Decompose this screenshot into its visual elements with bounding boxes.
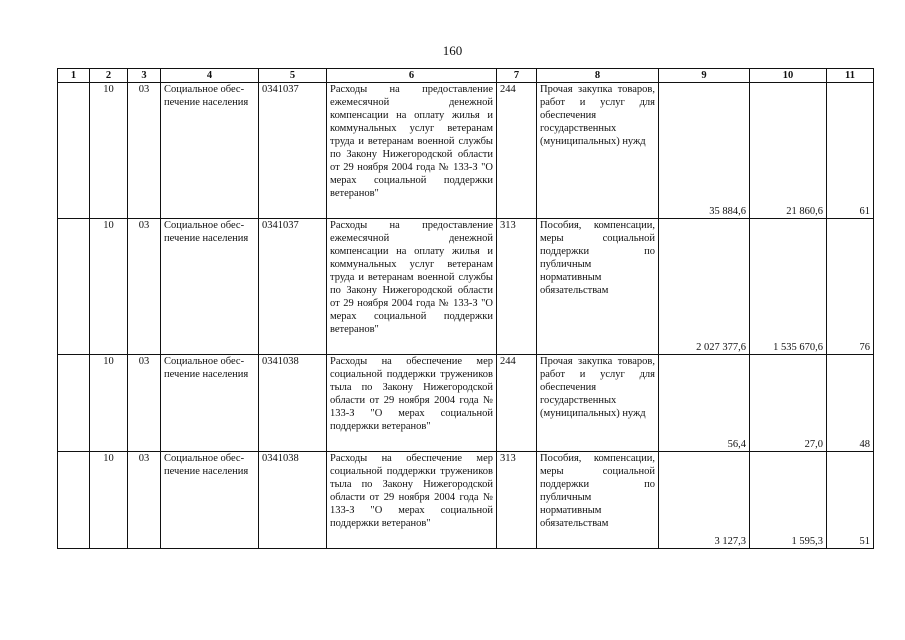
cell-target-code: 0341038 <box>259 355 327 452</box>
cell-col1 <box>58 219 90 355</box>
cell-expense-name: Расходы на предоставление ежемесячной денежной компенсации на оплату жилья и коммунальных услуг ветеранам труда и ветеранам военной службы по Закону Нижегородской области от 29 ноября 2004 года № 133-З "О мерах социальной поддержки ветеранов" <box>327 83 497 219</box>
page-number: 160 <box>442 43 463 58</box>
cell-subsection: 03 <box>128 355 161 452</box>
column-header: 6 <box>327 69 497 83</box>
column-header: 2 <box>90 69 128 83</box>
cell-plan: 56,4 <box>659 355 750 452</box>
cell-col1 <box>58 452 90 549</box>
column-header: 11 <box>827 69 874 83</box>
cell-expense-type-name: Прочая закупка товаров, работ и услуг для обеспечения государственных (муниципальных) нужд <box>537 355 659 452</box>
budget-table <box>57 68 874 549</box>
column-header: 7 <box>497 69 537 83</box>
cell-section: 10 <box>90 83 128 219</box>
column-header: 3 <box>128 69 161 83</box>
cell-expense-type: 313 <box>497 219 537 355</box>
header-row <box>58 69 874 83</box>
cell-section-name: Социальное обес-печение населения <box>161 219 259 355</box>
cell-target-code: 0341037 <box>259 219 327 355</box>
cell-plan: 2 027 377,6 <box>659 219 750 355</box>
cell-expense-type: 244 <box>497 83 537 219</box>
cell-actual: 1 595,3 <box>750 452 827 549</box>
cell-expense-type-name: Пособия, компенсации, меры социальной поддержки по публичным нормативным обязательствам <box>537 452 659 549</box>
column-header: 1 <box>58 69 90 83</box>
cell-target-code: 0341037 <box>259 83 327 219</box>
cell-actual: 1 535 670,6 <box>750 219 827 355</box>
column-header: 8 <box>537 69 659 83</box>
cell-actual: 21 860,6 <box>750 83 827 219</box>
cell-subsection: 03 <box>128 83 161 219</box>
cell-col1 <box>58 83 90 219</box>
cell-plan: 35 884,6 <box>659 83 750 219</box>
cell-actual: 27,0 <box>750 355 827 452</box>
table-row <box>58 355 874 452</box>
column-header: 5 <box>259 69 327 83</box>
cell-expense-type: 313 <box>497 452 537 549</box>
cell-expense-type-name: Прочая закупка товаров, работ и услуг для обеспечения государственных (муниципальных) нужд <box>537 83 659 219</box>
table-row <box>58 219 874 355</box>
cell-percent: 51 <box>827 452 874 549</box>
cell-target-code: 0341038 <box>259 452 327 549</box>
column-header: 4 <box>161 69 259 83</box>
cell-expense-name: Расходы на предоставление ежемесячной денежной компенсации на оплату жилья и коммунальных услуг ветеранам труда и ветеранам военной службы по Закону Нижегородской области от 29 ноября 2004 года № 133-З "О мерах социальной поддержки ветеранов" <box>327 219 497 355</box>
cell-section: 10 <box>90 452 128 549</box>
cell-section: 10 <box>90 219 128 355</box>
cell-section-name: Социальное обес-печение населения <box>161 83 259 219</box>
cell-subsection: 03 <box>128 219 161 355</box>
cell-expense-name: Расходы на обеспечение мер социальной поддержки тружеников тыла по Закону Нижегородской области от 29 ноября 2004 года № 133-З "О мерах социальной поддержки ветеранов" <box>327 452 497 549</box>
cell-expense-type: 244 <box>497 355 537 452</box>
cell-percent: 61 <box>827 83 874 219</box>
cell-section-name: Социальное обес-печение населения <box>161 452 259 549</box>
cell-section: 10 <box>90 355 128 452</box>
column-header: 9 <box>659 69 750 83</box>
cell-section-name: Социальное обес-печение населения <box>161 355 259 452</box>
cell-subsection: 03 <box>128 452 161 549</box>
table-row <box>58 83 874 219</box>
column-header: 10 <box>750 69 827 83</box>
cell-expense-type-name: Пособия, компенсации, меры социальной поддержки по публичным нормативным обязательствам <box>537 219 659 355</box>
cell-plan: 3 127,3 <box>659 452 750 549</box>
cell-expense-name: Расходы на обеспечение мер социальной поддержки тружеников тыла по Закону Нижегородской области от 29 ноября 2004 года № 133-З "О мерах социальной поддержки ветеранов" <box>327 355 497 452</box>
cell-col1 <box>58 355 90 452</box>
cell-percent: 48 <box>827 355 874 452</box>
table-row <box>58 452 874 549</box>
cell-percent: 76 <box>827 219 874 355</box>
